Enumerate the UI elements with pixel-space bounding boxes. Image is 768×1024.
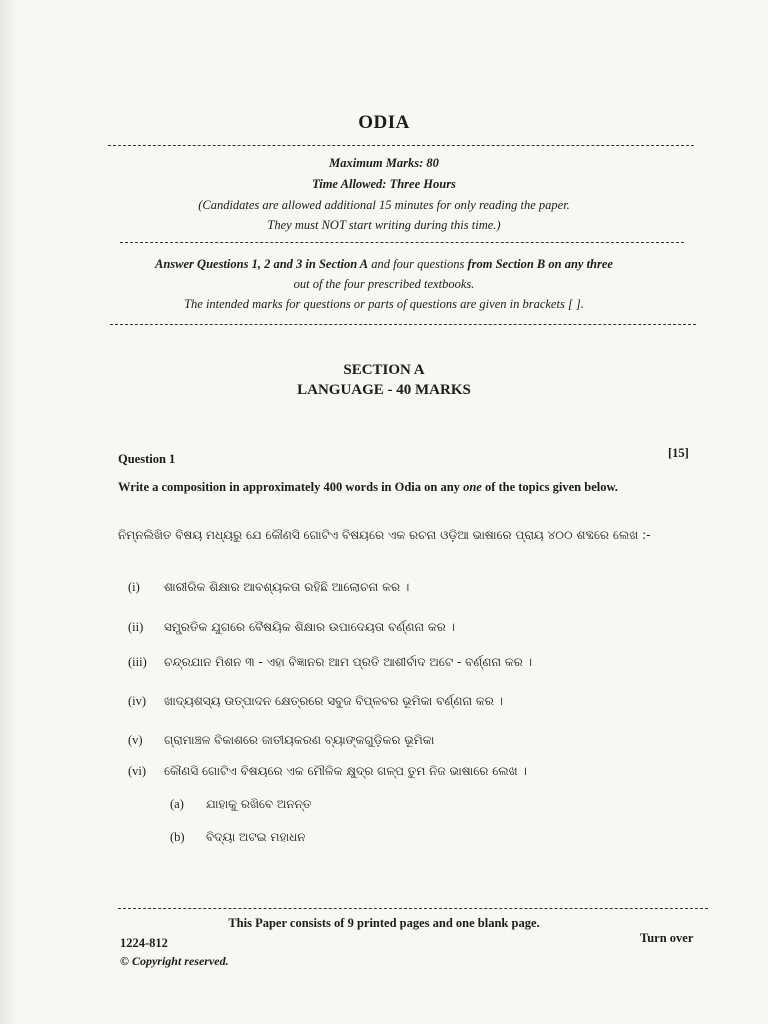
divider	[110, 324, 696, 325]
question-text-a: Write a composition in approximately 400 words in Odia on any	[118, 480, 464, 494]
reading-note-line2: They must NOT start writing during this time.)	[267, 218, 501, 232]
reading-note-line1: (Candidates are allowed additional 15 minutes for only reading the paper.	[198, 198, 570, 212]
topic-text: ଗ୍ରାମାଞ୍ଚଳ ବିକାଶରେ ଜାତୀୟକରଣ ବ୍ୟାଙ୍କଗୁଡ଼ିକର ଭୂମିକା	[164, 733, 435, 747]
turn-over-label: Turn over	[640, 931, 694, 945]
topic-item	[128, 655, 532, 670]
question-marks: [15]	[668, 446, 689, 460]
subtopic-text: ଯାହାକୁ ରଖିବେ ଅନନ୍ତ	[206, 797, 312, 811]
time-allowed: Time Allowed: Three Hours	[312, 177, 456, 191]
question-text-b: of the topics given below.	[481, 480, 618, 494]
paper-title: ODIA	[358, 112, 410, 133]
question-text	[118, 478, 678, 496]
subtopic-letter: (b)	[170, 830, 185, 844]
question-text-emphasis: one	[463, 480, 482, 494]
topic-text: ଚନ୍ଦ୍ରଯାନ ମିଶନ ୩ - ଏହା ବିଜ୍ଞାନର ଆମ ପ୍ରତି ଆଶୀର୍ବାଦ ଅଟେ - ବର୍ଣ୍ଣନା କର ।	[164, 655, 533, 669]
instructions-bold-a: Answer Questions 1, 2 and 3 in Section A	[155, 257, 369, 271]
topic-text: କୌଣସି ଗୋଟିଏ ବିଷୟରେ ଏକ ମୌଳିକ କ୍ଷୁଦ୍ର ଗଳ୍ପ ତୁମ ନିଜ ଭାଷାରେ ଲେଖ ।	[164, 764, 527, 778]
subtopic-letter: (a)	[170, 797, 184, 811]
topic-text: ସମ୍ପ୍ରତିକ ଯୁଗରେ ବୈଷୟିକ ଶିକ୍ଷାର ଉପାଦେୟତା ବର୍ଣ୍ଣନା କର ।	[164, 620, 456, 634]
topic-number: (ii)	[128, 620, 144, 634]
page-count-note: This Paper consists of 9 printed pages and one blank page.	[228, 916, 540, 930]
topic-item	[128, 764, 527, 779]
question-label: Question 1	[118, 452, 176, 466]
copyright: © Copyright reserved.	[120, 954, 229, 968]
divider	[120, 242, 684, 243]
instructions-plain: and four questions	[368, 257, 468, 271]
page-edge-shadow	[0, 0, 18, 1024]
topic-number: (iv)	[128, 694, 147, 708]
topic-text: ଖାଦ୍ୟଶସ୍ୟ ଉତ୍ପାଦନ କ୍ଷେତ୍ରରେ ସବୁଜ ବିପ୍ଳବର ଭୂମିକା ବର୍ଣ୍ଣନା କର ।	[164, 694, 504, 708]
instructions-line2: out of the four prescribed textbooks.	[293, 277, 475, 291]
odia-instruction: ନିମ୍ନଲିଖିତ ବିଷୟ ମଧ୍ୟରୁ ଯେ କୌଣସି ଗୋଟିଏ ବିଷୟରେ ଏକ ରଚନା ଓଡ଼ିଆ ଭାଷାରେ ପ୍ରାୟ ୪୦୦ ଶବ୍ଦରେ ଲେଖ :-	[118, 528, 651, 542]
subtopic-item	[170, 797, 312, 812]
topic-number: (i)	[128, 580, 140, 594]
divider	[118, 908, 708, 909]
topic-number: (vi)	[128, 764, 147, 778]
topic-item	[128, 733, 434, 748]
subtopic-item	[170, 830, 306, 845]
topic-item	[128, 580, 409, 595]
section-title: SECTION A	[343, 362, 425, 378]
topic-number: (iii)	[128, 655, 147, 669]
subtopic-text: ବିଦ୍ୟା ଅଟଇ ମହାଧନ	[206, 830, 306, 844]
section-subtitle: LANGUAGE - 40 MARKS	[297, 382, 471, 398]
divider	[108, 145, 694, 146]
max-marks: Maximum Marks: 80	[329, 156, 439, 170]
topic-item	[128, 694, 503, 709]
instructions-line1	[0, 257, 768, 272]
topic-text: ଶାରୀରିକ ଶିକ୍ଷାର ଆବଶ୍ୟକତା ରହିଛି ଆଲୋଚନା କର ।	[164, 580, 410, 594]
instructions-bold-b: from Section B on any three	[467, 257, 613, 271]
topic-number: (v)	[128, 733, 143, 747]
instructions-line3: The intended marks for questions or parts of questions are given in brackets [ ].	[184, 297, 584, 311]
topic-item	[128, 620, 455, 635]
paper-code: 1224-812	[120, 936, 168, 950]
